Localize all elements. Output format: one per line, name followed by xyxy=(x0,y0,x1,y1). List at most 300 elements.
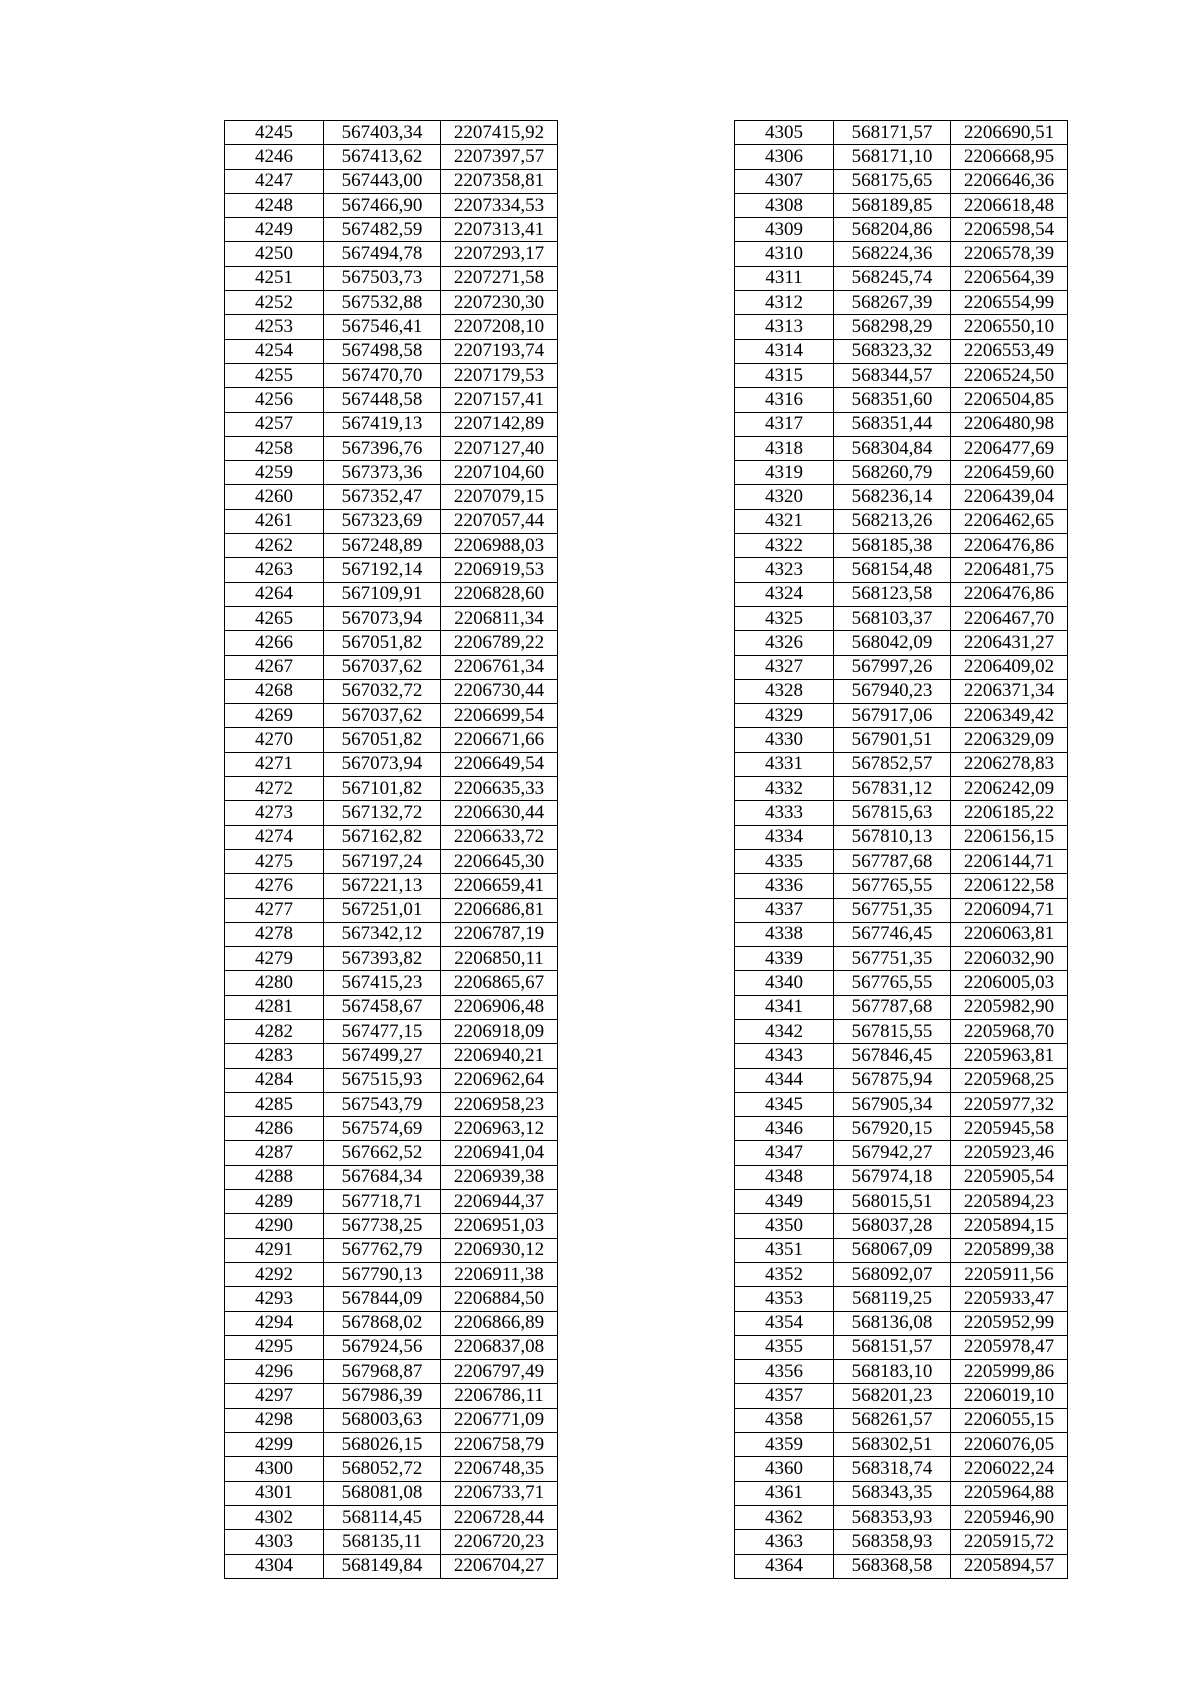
x-coordinate-cell: 567765,55 xyxy=(834,971,951,995)
table-row xyxy=(735,1505,1068,1529)
table-row xyxy=(735,582,1068,606)
table-row xyxy=(735,1214,1068,1238)
y-coordinate-cell: 2206553,49 xyxy=(951,339,1068,363)
point-number-cell: 4293 xyxy=(225,1287,324,1311)
x-coordinate-cell: 568260,79 xyxy=(834,461,951,485)
x-coordinate-cell: 567393,82 xyxy=(324,947,441,971)
x-coordinate-cell: 567875,94 xyxy=(834,1068,951,1092)
y-coordinate-cell: 2206686,81 xyxy=(441,898,558,922)
x-coordinate-cell: 567477,15 xyxy=(324,1019,441,1043)
table-row xyxy=(735,1287,1068,1311)
y-coordinate-cell: 2205905,54 xyxy=(951,1165,1068,1189)
table-row xyxy=(735,461,1068,485)
y-coordinate-cell: 2206349,42 xyxy=(951,704,1068,728)
y-coordinate-cell: 2207104,60 xyxy=(441,461,558,485)
table-row xyxy=(735,1190,1068,1214)
x-coordinate-cell: 568135,11 xyxy=(324,1530,441,1554)
y-coordinate-cell: 2206476,86 xyxy=(951,582,1068,606)
y-coordinate-cell: 2206371,34 xyxy=(951,679,1068,703)
x-coordinate-cell: 568224,36 xyxy=(834,242,951,266)
point-number-cell: 4324 xyxy=(735,582,834,606)
table-row xyxy=(225,1019,558,1043)
table-row xyxy=(225,1141,558,1165)
y-coordinate-cell: 2207415,92 xyxy=(441,121,558,145)
y-coordinate-cell: 2205923,46 xyxy=(951,1141,1068,1165)
table-row xyxy=(225,1384,558,1408)
y-coordinate-cell: 2207057,44 xyxy=(441,509,558,533)
table-row xyxy=(735,169,1068,193)
y-coordinate-cell: 2206699,54 xyxy=(441,704,558,728)
point-number-cell: 4330 xyxy=(735,728,834,752)
point-number-cell: 4272 xyxy=(225,777,324,801)
x-coordinate-cell: 567986,39 xyxy=(324,1384,441,1408)
x-coordinate-cell: 567574,69 xyxy=(324,1117,441,1141)
x-coordinate-cell: 568261,57 xyxy=(834,1408,951,1432)
y-coordinate-cell: 2206811,34 xyxy=(441,606,558,630)
x-coordinate-cell: 568267,39 xyxy=(834,291,951,315)
point-number-cell: 4336 xyxy=(735,874,834,898)
x-coordinate-cell: 568344,57 xyxy=(834,363,951,387)
point-number-cell: 4348 xyxy=(735,1165,834,1189)
y-coordinate-cell: 2206951,03 xyxy=(441,1214,558,1238)
point-number-cell: 4269 xyxy=(225,704,324,728)
table-row xyxy=(735,825,1068,849)
table-row xyxy=(225,1481,558,1505)
table-row xyxy=(225,825,558,849)
y-coordinate-cell: 2207334,53 xyxy=(441,193,558,217)
x-coordinate-cell: 567403,34 xyxy=(324,121,441,145)
y-coordinate-cell: 2207127,40 xyxy=(441,436,558,460)
table-row xyxy=(225,218,558,242)
y-coordinate-cell: 2205946,90 xyxy=(951,1505,1068,1529)
table-row xyxy=(735,388,1068,412)
y-coordinate-cell: 2206554,99 xyxy=(951,291,1068,315)
point-number-cell: 4281 xyxy=(225,995,324,1019)
y-coordinate-cell: 2205978,47 xyxy=(951,1335,1068,1359)
table-row xyxy=(735,534,1068,558)
y-coordinate-cell: 2206944,37 xyxy=(441,1190,558,1214)
y-coordinate-cell: 2207079,15 xyxy=(441,485,558,509)
point-number-cell: 4274 xyxy=(225,825,324,849)
point-number-cell: 4306 xyxy=(735,145,834,169)
table-row xyxy=(225,704,558,728)
point-number-cell: 4289 xyxy=(225,1190,324,1214)
point-number-cell: 4320 xyxy=(735,485,834,509)
table-row xyxy=(735,1019,1068,1043)
y-coordinate-cell: 2206758,79 xyxy=(441,1433,558,1457)
point-number-cell: 4250 xyxy=(225,242,324,266)
table-row xyxy=(225,679,558,703)
table-row xyxy=(735,121,1068,145)
y-coordinate-cell: 2206918,09 xyxy=(441,1019,558,1043)
x-coordinate-cell: 567852,57 xyxy=(834,752,951,776)
x-coordinate-cell: 568092,07 xyxy=(834,1262,951,1286)
x-coordinate-cell: 567051,82 xyxy=(324,631,441,655)
coordinates-table-left xyxy=(224,120,558,1579)
x-coordinate-cell: 568351,60 xyxy=(834,388,951,412)
y-coordinate-cell: 2205977,32 xyxy=(951,1092,1068,1116)
table-row xyxy=(735,874,1068,898)
y-coordinate-cell: 2206185,22 xyxy=(951,801,1068,825)
table-row xyxy=(225,1262,558,1286)
y-coordinate-cell: 2205964,88 xyxy=(951,1481,1068,1505)
point-number-cell: 4356 xyxy=(735,1360,834,1384)
y-coordinate-cell: 2206278,83 xyxy=(951,752,1068,776)
x-coordinate-cell: 567032,72 xyxy=(324,679,441,703)
y-coordinate-cell: 2206459,60 xyxy=(951,461,1068,485)
point-number-cell: 4249 xyxy=(225,218,324,242)
table-row xyxy=(225,121,558,145)
point-number-cell: 4340 xyxy=(735,971,834,995)
point-number-cell: 4297 xyxy=(225,1384,324,1408)
point-number-cell: 4298 xyxy=(225,1408,324,1432)
y-coordinate-cell: 2206329,09 xyxy=(951,728,1068,752)
table-row xyxy=(225,874,558,898)
x-coordinate-cell: 568353,93 xyxy=(834,1505,951,1529)
table-row xyxy=(225,266,558,290)
point-number-cell: 4309 xyxy=(735,218,834,242)
x-coordinate-cell: 568318,74 xyxy=(834,1457,951,1481)
y-coordinate-cell: 2205899,38 xyxy=(951,1238,1068,1262)
x-coordinate-cell: 567815,63 xyxy=(834,801,951,825)
x-coordinate-cell: 567494,78 xyxy=(324,242,441,266)
y-coordinate-cell: 2205963,81 xyxy=(951,1044,1068,1068)
x-coordinate-cell: 568171,10 xyxy=(834,145,951,169)
point-number-cell: 4280 xyxy=(225,971,324,995)
table-row xyxy=(225,1117,558,1141)
x-coordinate-cell: 567323,69 xyxy=(324,509,441,533)
table-row xyxy=(225,1190,558,1214)
y-coordinate-cell: 2206032,90 xyxy=(951,947,1068,971)
table-row xyxy=(735,1408,1068,1432)
table-row xyxy=(735,1262,1068,1286)
point-number-cell: 4255 xyxy=(225,363,324,387)
point-number-cell: 4344 xyxy=(735,1068,834,1092)
x-coordinate-cell: 567498,58 xyxy=(324,339,441,363)
y-coordinate-cell: 2206467,70 xyxy=(951,606,1068,630)
table-row xyxy=(735,363,1068,387)
point-number-cell: 4246 xyxy=(225,145,324,169)
table-row xyxy=(735,339,1068,363)
x-coordinate-cell: 567073,94 xyxy=(324,752,441,776)
point-number-cell: 4327 xyxy=(735,655,834,679)
table-row xyxy=(735,436,1068,460)
point-number-cell: 4318 xyxy=(735,436,834,460)
x-coordinate-cell: 568052,72 xyxy=(324,1457,441,1481)
y-coordinate-cell: 2206720,23 xyxy=(441,1530,558,1554)
x-coordinate-cell: 567997,26 xyxy=(834,655,951,679)
x-coordinate-cell: 568183,10 xyxy=(834,1360,951,1384)
x-coordinate-cell: 567482,59 xyxy=(324,218,441,242)
point-number-cell: 4276 xyxy=(225,874,324,898)
point-number-cell: 4317 xyxy=(735,412,834,436)
x-coordinate-cell: 567342,12 xyxy=(324,922,441,946)
x-coordinate-cell: 567419,13 xyxy=(324,412,441,436)
x-coordinate-cell: 568304,84 xyxy=(834,436,951,460)
x-coordinate-cell: 568358,93 xyxy=(834,1530,951,1554)
y-coordinate-cell: 2207142,89 xyxy=(441,412,558,436)
table-row xyxy=(225,995,558,1019)
y-coordinate-cell: 2206787,19 xyxy=(441,922,558,946)
x-coordinate-cell: 567443,00 xyxy=(324,169,441,193)
table-row xyxy=(225,388,558,412)
table-row xyxy=(225,339,558,363)
point-number-cell: 4333 xyxy=(735,801,834,825)
x-coordinate-cell: 567810,13 xyxy=(834,825,951,849)
point-number-cell: 4308 xyxy=(735,193,834,217)
table-row xyxy=(735,1311,1068,1335)
table-row xyxy=(225,291,558,315)
x-coordinate-cell: 567901,51 xyxy=(834,728,951,752)
point-number-cell: 4301 xyxy=(225,1481,324,1505)
x-coordinate-cell: 568136,08 xyxy=(834,1311,951,1335)
point-number-cell: 4343 xyxy=(735,1044,834,1068)
y-coordinate-cell: 2206477,69 xyxy=(951,436,1068,460)
table-row xyxy=(225,1360,558,1384)
table-row xyxy=(735,679,1068,703)
table-row xyxy=(735,509,1068,533)
y-coordinate-cell: 2206884,50 xyxy=(441,1287,558,1311)
y-coordinate-cell: 2206668,95 xyxy=(951,145,1068,169)
y-coordinate-cell: 2205915,72 xyxy=(951,1530,1068,1554)
y-coordinate-cell: 2206940,21 xyxy=(441,1044,558,1068)
x-coordinate-cell: 567920,15 xyxy=(834,1117,951,1141)
y-coordinate-cell: 2206690,51 xyxy=(951,121,1068,145)
point-number-cell: 4303 xyxy=(225,1530,324,1554)
point-number-cell: 4282 xyxy=(225,1019,324,1043)
y-coordinate-cell: 2206761,34 xyxy=(441,655,558,679)
x-coordinate-cell: 567037,62 xyxy=(324,655,441,679)
point-number-cell: 4248 xyxy=(225,193,324,217)
table-row xyxy=(735,242,1068,266)
table-row xyxy=(225,1554,558,1578)
table-row xyxy=(735,1360,1068,1384)
point-number-cell: 4260 xyxy=(225,485,324,509)
x-coordinate-cell: 567448,58 xyxy=(324,388,441,412)
point-number-cell: 4288 xyxy=(225,1165,324,1189)
table-row xyxy=(735,412,1068,436)
point-number-cell: 4362 xyxy=(735,1505,834,1529)
point-number-cell: 4283 xyxy=(225,1044,324,1068)
x-coordinate-cell: 568298,29 xyxy=(834,315,951,339)
y-coordinate-cell: 2205968,25 xyxy=(951,1068,1068,1092)
y-coordinate-cell: 2205999,86 xyxy=(951,1360,1068,1384)
point-number-cell: 4266 xyxy=(225,631,324,655)
y-coordinate-cell: 2205911,56 xyxy=(951,1262,1068,1286)
point-number-cell: 4271 xyxy=(225,752,324,776)
y-coordinate-cell: 2206409,02 xyxy=(951,655,1068,679)
y-coordinate-cell: 2206524,50 xyxy=(951,363,1068,387)
table-row xyxy=(735,1238,1068,1262)
point-number-cell: 4315 xyxy=(735,363,834,387)
table-row xyxy=(225,509,558,533)
y-coordinate-cell: 2206094,71 xyxy=(951,898,1068,922)
x-coordinate-cell: 568204,86 xyxy=(834,218,951,242)
point-number-cell: 4296 xyxy=(225,1360,324,1384)
table-row xyxy=(225,1505,558,1529)
x-coordinate-cell: 568323,32 xyxy=(834,339,951,363)
table-row xyxy=(225,145,558,169)
x-coordinate-cell: 567846,45 xyxy=(834,1044,951,1068)
point-number-cell: 4295 xyxy=(225,1335,324,1359)
table-row xyxy=(735,1530,1068,1554)
y-coordinate-cell: 2206789,22 xyxy=(441,631,558,655)
x-coordinate-cell: 567503,73 xyxy=(324,266,441,290)
x-coordinate-cell: 568119,25 xyxy=(834,1287,951,1311)
point-number-cell: 4259 xyxy=(225,461,324,485)
x-coordinate-cell: 567132,72 xyxy=(324,801,441,825)
y-coordinate-cell: 2207157,41 xyxy=(441,388,558,412)
point-number-cell: 4316 xyxy=(735,388,834,412)
x-coordinate-cell: 568302,51 xyxy=(834,1433,951,1457)
y-coordinate-cell: 2206919,53 xyxy=(441,558,558,582)
x-coordinate-cell: 567415,23 xyxy=(324,971,441,995)
y-coordinate-cell: 2206005,03 xyxy=(951,971,1068,995)
x-coordinate-cell: 567515,93 xyxy=(324,1068,441,1092)
table-row xyxy=(225,606,558,630)
point-number-cell: 4253 xyxy=(225,315,324,339)
table-row xyxy=(735,849,1068,873)
point-number-cell: 4358 xyxy=(735,1408,834,1432)
point-number-cell: 4345 xyxy=(735,1092,834,1116)
point-number-cell: 4287 xyxy=(225,1141,324,1165)
point-number-cell: 4305 xyxy=(735,121,834,145)
y-coordinate-cell: 2206939,38 xyxy=(441,1165,558,1189)
x-coordinate-cell: 567762,79 xyxy=(324,1238,441,1262)
x-coordinate-cell: 568171,57 xyxy=(834,121,951,145)
table-row xyxy=(735,752,1068,776)
table-row xyxy=(225,1068,558,1092)
x-coordinate-cell: 567684,34 xyxy=(324,1165,441,1189)
point-number-cell: 4307 xyxy=(735,169,834,193)
y-coordinate-cell: 2207313,41 xyxy=(441,218,558,242)
y-coordinate-cell: 2206076,05 xyxy=(951,1433,1068,1457)
x-coordinate-cell: 568189,85 xyxy=(834,193,951,217)
table-row xyxy=(225,193,558,217)
x-coordinate-cell: 567905,34 xyxy=(834,1092,951,1116)
table-row xyxy=(735,1165,1068,1189)
y-coordinate-cell: 2206242,09 xyxy=(951,777,1068,801)
y-coordinate-cell: 2206649,54 xyxy=(441,752,558,776)
table-row xyxy=(225,1092,558,1116)
y-coordinate-cell: 2206476,86 xyxy=(951,534,1068,558)
table-row xyxy=(735,291,1068,315)
point-number-cell: 4277 xyxy=(225,898,324,922)
table-row xyxy=(735,898,1068,922)
x-coordinate-cell: 567101,82 xyxy=(324,777,441,801)
point-number-cell: 4279 xyxy=(225,947,324,971)
x-coordinate-cell: 568103,37 xyxy=(834,606,951,630)
table-row xyxy=(735,777,1068,801)
table-row xyxy=(225,412,558,436)
table-row xyxy=(225,922,558,946)
table-row xyxy=(225,1044,558,1068)
y-coordinate-cell: 2206144,71 xyxy=(951,849,1068,873)
y-coordinate-cell: 2206837,08 xyxy=(441,1335,558,1359)
point-number-cell: 4300 xyxy=(225,1457,324,1481)
point-number-cell: 4334 xyxy=(735,825,834,849)
y-coordinate-cell: 2206480,98 xyxy=(951,412,1068,436)
table-row xyxy=(735,1117,1068,1141)
y-coordinate-cell: 2207179,53 xyxy=(441,363,558,387)
x-coordinate-cell: 568351,44 xyxy=(834,412,951,436)
table-row xyxy=(735,145,1068,169)
x-coordinate-cell: 567543,79 xyxy=(324,1092,441,1116)
point-number-cell: 4351 xyxy=(735,1238,834,1262)
y-coordinate-cell: 2206733,71 xyxy=(441,1481,558,1505)
table-row xyxy=(225,849,558,873)
coordinates-table-left-body xyxy=(225,121,558,1579)
y-coordinate-cell: 2205894,23 xyxy=(951,1190,1068,1214)
table-row xyxy=(225,169,558,193)
table-row xyxy=(225,1530,558,1554)
x-coordinate-cell: 567787,68 xyxy=(834,849,951,873)
y-coordinate-cell: 2206063,81 xyxy=(951,922,1068,946)
point-number-cell: 4302 xyxy=(225,1505,324,1529)
point-number-cell: 4357 xyxy=(735,1384,834,1408)
x-coordinate-cell: 568123,58 xyxy=(834,582,951,606)
point-number-cell: 4353 xyxy=(735,1287,834,1311)
table-row xyxy=(225,242,558,266)
point-number-cell: 4294 xyxy=(225,1311,324,1335)
y-coordinate-cell: 2206578,39 xyxy=(951,242,1068,266)
x-coordinate-cell: 567413,62 xyxy=(324,145,441,169)
x-coordinate-cell: 567940,23 xyxy=(834,679,951,703)
table-row xyxy=(735,971,1068,995)
table-row xyxy=(225,534,558,558)
y-coordinate-cell: 2206504,85 xyxy=(951,388,1068,412)
x-coordinate-cell: 567765,55 xyxy=(834,874,951,898)
y-coordinate-cell: 2206633,72 xyxy=(441,825,558,849)
y-coordinate-cell: 2206786,11 xyxy=(441,1384,558,1408)
x-coordinate-cell: 567751,35 xyxy=(834,947,951,971)
y-coordinate-cell: 2206671,66 xyxy=(441,728,558,752)
point-number-cell: 4329 xyxy=(735,704,834,728)
x-coordinate-cell: 567831,12 xyxy=(834,777,951,801)
y-coordinate-cell: 2206439,04 xyxy=(951,485,1068,509)
x-coordinate-cell: 567815,55 xyxy=(834,1019,951,1043)
point-number-cell: 4299 xyxy=(225,1433,324,1457)
point-number-cell: 4321 xyxy=(735,509,834,533)
table-row xyxy=(735,995,1068,1019)
point-number-cell: 4264 xyxy=(225,582,324,606)
point-number-cell: 4347 xyxy=(735,1141,834,1165)
table-row xyxy=(225,1457,558,1481)
x-coordinate-cell: 567974,18 xyxy=(834,1165,951,1189)
point-number-cell: 4319 xyxy=(735,461,834,485)
table-row xyxy=(225,1238,558,1262)
point-number-cell: 4311 xyxy=(735,266,834,290)
x-coordinate-cell: 567790,13 xyxy=(324,1262,441,1286)
x-coordinate-cell: 568236,14 xyxy=(834,485,951,509)
point-number-cell: 4332 xyxy=(735,777,834,801)
point-number-cell: 4275 xyxy=(225,849,324,873)
x-coordinate-cell: 568245,74 xyxy=(834,266,951,290)
table-row xyxy=(735,922,1068,946)
y-coordinate-cell: 2205933,47 xyxy=(951,1287,1068,1311)
point-number-cell: 4352 xyxy=(735,1262,834,1286)
point-number-cell: 4331 xyxy=(735,752,834,776)
x-coordinate-cell: 567248,89 xyxy=(324,534,441,558)
y-coordinate-cell: 2206618,48 xyxy=(951,193,1068,217)
y-coordinate-cell: 2206941,04 xyxy=(441,1141,558,1165)
y-coordinate-cell: 2207358,81 xyxy=(441,169,558,193)
table-row xyxy=(735,704,1068,728)
y-coordinate-cell: 2206645,30 xyxy=(441,849,558,873)
point-number-cell: 4291 xyxy=(225,1238,324,1262)
x-coordinate-cell: 568368,58 xyxy=(834,1554,951,1578)
point-number-cell: 4341 xyxy=(735,995,834,1019)
